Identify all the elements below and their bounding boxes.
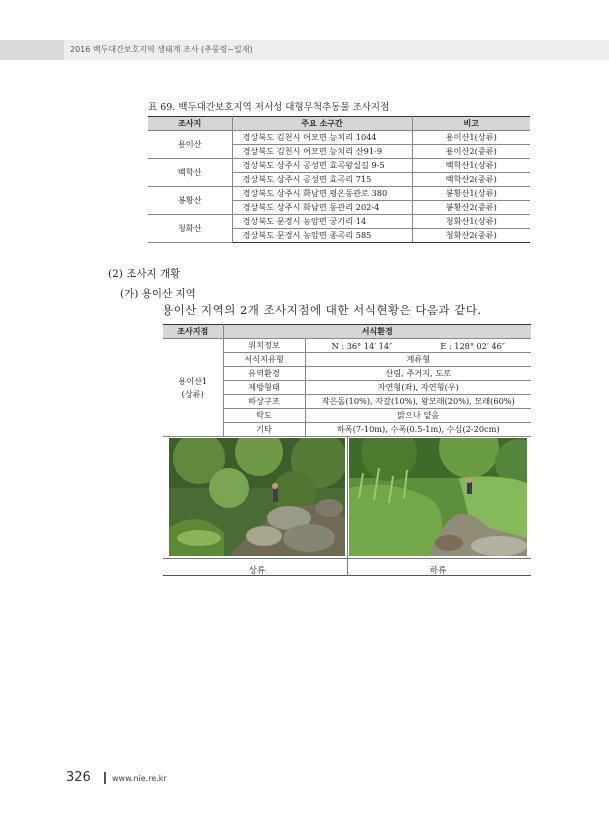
site-cell: 용이산 [148, 131, 232, 159]
site-reach: (상류) [181, 388, 204, 399]
site-cell: 청화산 [148, 215, 232, 243]
section-cell: 경상북도 상주시 공성면 효곡왕실길 9-5 [232, 159, 412, 173]
note-cell: 용이산1(상류) [412, 131, 530, 145]
col-site-header: 조사지점 [163, 325, 223, 339]
note-cell: 용이산2(중류) [412, 145, 530, 159]
attr-label: 유역환경 [223, 367, 305, 381]
attr-label: 서식지유형 [223, 353, 305, 367]
footer-url: www.nie.re.kr [112, 774, 167, 783]
table-row [148, 131, 530, 145]
longitude: E : 128° 02′ 46″ [440, 340, 505, 351]
photo-divider [347, 436, 348, 576]
location-value [305, 339, 531, 353]
downstream-photo [349, 438, 527, 556]
header-tab [0, 40, 64, 60]
attr-value: 계류형 [305, 353, 531, 367]
running-title: 2016 백두대간보호지역 생태계 조사 (추풍령~일재) [70, 45, 253, 54]
table-header-row [148, 117, 530, 131]
table-caption: 표 69. 백두대간보호지역 저서성 대형무척추동물 조사지점 [148, 102, 390, 113]
subsection-heading: (가) 용이산 지역 [120, 288, 196, 300]
col-site-header: 조사지 [148, 117, 232, 131]
site-name-cell [163, 339, 223, 437]
attr-label: 기타 [223, 423, 305, 437]
latitude: N : 36° 14′ 14″ [331, 340, 393, 351]
note-cell: 백학산1(상류) [412, 159, 530, 173]
footer-divider [104, 772, 106, 784]
section-cell: 경상북도 상주시 화남면 평온동관로 380 [232, 187, 412, 201]
attr-value: 맑으나 얕음 [305, 409, 531, 423]
body-paragraph: 용이산 지역의 2개 조사지점에 대한 서식현황은 다음과 같다. [162, 303, 482, 317]
attr-value: 산림, 주거지, 도로 [305, 367, 531, 381]
col-section-header: 주요 소구간 [232, 117, 412, 131]
section-cell: 경상북도 상주시 화남면 동관리 202-4 [232, 201, 412, 215]
note-cell: 청화산2(중류) [412, 229, 530, 243]
upstream-photo [169, 438, 345, 556]
section-cell: 경상북도 김천시 어모면 능치리 산91-9 [232, 145, 412, 159]
photo-panel [163, 436, 531, 576]
attr-value: 하폭(7-10m), 수폭(0.5-1m), 수심(2-20cm) [305, 423, 531, 437]
table-row [163, 339, 531, 353]
attr-value: 작은돌(10%), 자갈(10%), 왕모래(20%), 모래(60%) [305, 395, 531, 409]
table-header-row [163, 325, 531, 339]
attr-label: 탁도 [223, 409, 305, 423]
habitat-table [163, 324, 531, 437]
upstream-label: 상류 [248, 566, 266, 576]
section-cell: 경상북도 문경시 농암면 궁기리 14 [232, 215, 412, 229]
photo-label-line [163, 558, 531, 559]
note-cell: 청화산1(상류) [412, 215, 530, 229]
table-row [148, 187, 530, 201]
section-cell: 경상북도 김천시 어모면 능치리 1044 [232, 131, 412, 145]
attr-value: 자연형(좌), 자연형(우) [305, 381, 531, 395]
table-row [148, 159, 530, 173]
note-cell: 백학산2(중류) [412, 173, 530, 187]
attr-label: 하상구조 [223, 395, 305, 409]
table-row [148, 215, 530, 229]
col-env-header: 서식환경 [223, 325, 531, 339]
site-name: 용이산1 [178, 375, 208, 386]
note-cell: 봉황산1(상류) [412, 187, 530, 201]
downstream-label: 하류 [429, 566, 447, 576]
section-heading: (2) 조사지 개황 [108, 268, 181, 280]
attr-label: 제방형태 [223, 381, 305, 395]
col-note-header: 비고 [412, 117, 530, 131]
survey-site-table [148, 116, 530, 243]
section-cell: 경상북도 상주시 공성면 효곡리 715 [232, 173, 412, 187]
site-cell: 백학산 [148, 159, 232, 187]
note-cell: 봉황산2(중류) [412, 201, 530, 215]
section-cell: 경상북도 문경시 농암면 종곡리 585 [232, 229, 412, 243]
location-label: 위치정보 [223, 339, 305, 353]
page-number: 326 [66, 770, 91, 785]
site-cell: 봉황산 [148, 187, 232, 215]
